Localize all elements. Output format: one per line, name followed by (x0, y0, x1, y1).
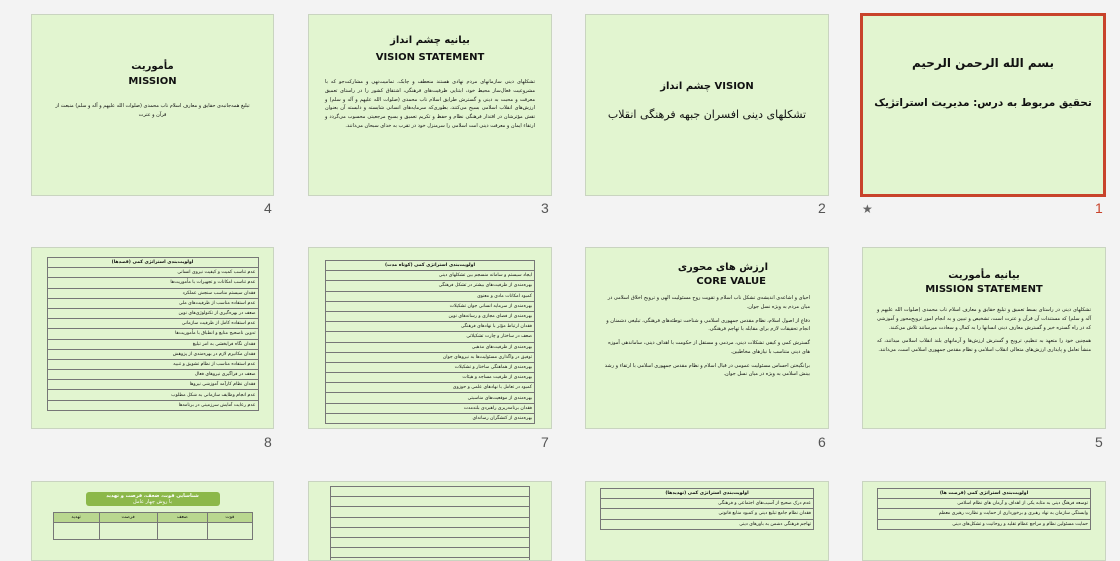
swot-table (53, 512, 253, 540)
table-row (326, 281, 535, 291)
table-cell: بهره‌مندی از فضای مجازی و رسانه‌های نوین (326, 311, 535, 321)
slide-title-banner (86, 492, 220, 506)
table-cell: کمبود در تعامل با نهادهای علمی و حوزوی (326, 383, 535, 393)
table-row (331, 497, 530, 507)
table-cell: عدم تناسب کمیت و کیفیت نیروی انسانی (47, 268, 258, 278)
table-cell: ضعف در فراگیری نیروهای فعال (47, 370, 258, 380)
table-row (47, 298, 258, 308)
table-row (326, 362, 535, 372)
slide-title-en: MISSION (128, 75, 177, 87)
table-row (331, 517, 530, 527)
table-cell: فقدان برنامه‌ریزی راهبردی بلندمدت (326, 403, 535, 413)
table-row (47, 319, 258, 329)
table-title: اولویت‌بندی استراتژی کمی (قصدها) (47, 258, 258, 268)
slide-title: بیانیه مأموریت (948, 270, 1020, 281)
slide-thumbnail-1[interactable] (860, 13, 1106, 197)
table-row (331, 527, 530, 537)
slide-title-en: CORE VALUE (696, 275, 766, 287)
table-cell: فقدان سیستم مناسب سنجش عملکرد (47, 288, 258, 298)
table-row (878, 509, 1091, 519)
slide-body (604, 294, 810, 379)
slide-body: تشکلهای دینی سازمانهای مردم نهادی هستند منعطف و چابک، تمامیت‌نهی و مشارکت‌جو که با مشروعیت فعال‌ساز محیط خود، ابتنایی ظرفیت‌های فرهنگی، اشتقاق کشور را در راستای تعمیق معرفت و محبت به دینی و گسترش طرایق اسلام ناب محمدی (صلوات الله علیهم و آله و سلم) و ارزش‌های انقلاب اسلامی بسیج می‌کنند، بطوری‌که سرمایه‌های انسانی شایسته و دلبسته آن بعنوان تقش مؤثرشان در اقتدار فرهنگی نظام و حفظ و تکریم تعمیق و بسیج مرجعیتی محسوب می‌گردد و ارتقاء ایمان و معرفت دینی امت اسلامی را سرمنزل خود در تقرب به خدای سبحان می‌دانند. (325, 79, 535, 129)
table-cell: بهره‌مندی از سرمایه انسانی جوان تشکیلات (326, 301, 535, 311)
table-cell: عدم رعایت آمایش سرزمینی در برنامه‌ها (47, 400, 258, 410)
table-cell: بهره‌مندی از ظرفیت‌های مذهبی (326, 342, 535, 352)
slide-thumbnail-5[interactable] (862, 247, 1106, 429)
table-cell: ضعف در بهره‌گیری از تکنولوژی‌های نوین (47, 308, 258, 318)
slide-title: ارزش های محوری (677, 262, 768, 273)
table-title: اولویت‌بندی استراتژی کمی (فرصت ها) (878, 489, 1091, 499)
table-row (326, 271, 535, 281)
table-row (326, 301, 535, 311)
table-row (47, 268, 258, 278)
table-row (47, 288, 258, 298)
table-cell (331, 537, 530, 547)
table-row (326, 332, 535, 342)
slide-thumbnail-10[interactable] (585, 481, 829, 561)
slide-number: 1 (1095, 200, 1103, 216)
table-row (47, 329, 258, 339)
table-cell: بهره‌مندی از ظرفیت‌های بیشتر در تشکل فرهنگی (326, 281, 535, 291)
table-row (326, 352, 535, 362)
slide-body: تشکلهای دینی افسران جبهه فرهنگی انقلاب (607, 107, 807, 121)
table-header-cell: قوت (208, 513, 252, 523)
table-row (326, 413, 535, 423)
table-row (601, 519, 814, 529)
table-row (47, 308, 258, 318)
table-cell: فقدان نظام کارآمد آموزشی نیروها (47, 380, 258, 390)
slide-thumbnail-3[interactable] (308, 14, 552, 196)
table-title: اولویت‌بندی استراتژی کمی (تهدیدها) (601, 489, 814, 499)
slide-title-en: VISION STATEMENT (375, 51, 485, 63)
table-cell (331, 497, 530, 507)
table-row (47, 349, 258, 359)
slide-number: 8 (264, 434, 272, 450)
slide-thumbnail-8[interactable] (31, 247, 274, 429)
table-row (601, 509, 814, 519)
table-row (326, 342, 535, 352)
table-cell: تهاجم فرهنگی دشمن به باورهای دینی (601, 519, 814, 529)
slide-title: بسم الله الرحمن الرحیم (911, 56, 1055, 70)
table-cell: عدم استفاده کامل از ظرفیت سازمانی (47, 319, 258, 329)
slide-thumbnail-9[interactable] (862, 481, 1106, 561)
table-row (47, 400, 258, 410)
table-cell: فقدان ارتباط مؤثر با نهادهای فرهنگی (326, 322, 535, 332)
table-cell: تدوین ناصحیح منابع و انطباق با مأموریت‌ها (47, 329, 258, 339)
slide-title: شناسایی قوت، ضعف، فرصت و تهدید (106, 493, 199, 499)
table-cell: حمایت مسئولین نظام و مراجع عظام تقلید و روحانیت و تشکل‌های دینی (878, 519, 1091, 529)
table-row (47, 278, 258, 288)
table-row (326, 403, 535, 413)
table-cell: ضعف در ساختار و چارت تشکیلاتی (326, 332, 535, 342)
table-row (331, 537, 530, 547)
body-paragraph: همچنین خود را متعهد به تنظیم، ترویج و گسترش ارزش‌ها و آرمانهای بلند انقلاب اسلامی میدانند، که منشأ تعامل و پایداری ارزش‌های متعالی انقلاب اسلامی و نظام مقدس جمهوری اسلامی است، می‌دانند. (877, 338, 1091, 353)
slide-body: تبلیغ همه‌جانبه‌ی حقایق و معارف اسلام ناب محمدی (صلوات الله علیهم و آله و سلم) منبعث از قرآن و عترت (55, 103, 250, 118)
table-row (326, 291, 535, 301)
table-header-cell: ضعف (157, 513, 208, 523)
body-paragraph: احیای و اشاعه‌ی اندیشه‌ی تشکل ناب اسلام و تقویت روح مسئولیت الهی و ترویج اخلاق اسلامی در میان مردم به ویژه نسل جوان. (607, 295, 810, 310)
slide-subtitle: با روش چهار عامل (133, 499, 172, 505)
slide-thumbnail-11[interactable] (308, 481, 552, 561)
table-cell: ایجاد سیستم و سامانه منسجم بین تشکلهای دینی (326, 271, 535, 281)
slide-subtitle: تحقیق مربوط به درس: مدیریت استراتژیک (874, 97, 1092, 109)
table-row (601, 499, 814, 509)
table-cell: وابستگی سازمان به نهاد رهبری و برخورداری از حمایت و نظارت رهبری معظم (878, 509, 1091, 519)
table-row (47, 359, 258, 369)
table-cell: بهره‌مندی از کنشگران رسانه‌ای (326, 413, 535, 423)
slide-title: مأموریت (131, 61, 174, 72)
table-row (326, 393, 535, 403)
table-row (326, 311, 535, 321)
table-cell: فقدان مکانیزم لازم در بهره‌مندی از پژوهش (47, 349, 258, 359)
table-cell (331, 548, 530, 558)
slide-title: چشم انداز VISION (660, 81, 754, 92)
slide-title: بیانیه چشم انداز (390, 35, 470, 46)
table-cell (331, 527, 530, 537)
table-header-cell: فرصت (99, 513, 157, 523)
table-cell: بهره‌مندی از هماهنگی ساختار و تشکیلات (326, 362, 535, 372)
slide-thumbnail-2[interactable] (585, 14, 829, 196)
slide-number: 3 (541, 200, 549, 216)
body-paragraph: دفاع از اصول اسلام، نظام مقدس جمهوری اسلامی و شناخت توطئه‌های فرهنگی، تبلیغی دشمنان و انجام تحقیقات لازم برای مقابله با تهاجم فرهنگی. (606, 317, 810, 333)
table-row (331, 507, 530, 517)
slide-number: 4 (264, 200, 272, 216)
slide-title-en: MISSION STATEMENT (925, 283, 1043, 295)
table-row (878, 499, 1091, 509)
table-cell: بهره‌مندی از ظرفیت مساجد و هیئات (326, 373, 535, 383)
table-cell: کمبود امکانات مادی و معنوی (326, 291, 535, 301)
table-cell: بهره‌مندی از موقعیت‌های مناسبتی (326, 393, 535, 403)
table-cell: عدم درک صحیح از آسیب‌های اجتماعی و فرهنگی (601, 499, 814, 509)
slide-thumbnail-12[interactable] (31, 481, 274, 561)
table-cell: عدم استفاده مناسب از ظرفیت‌های ملی (47, 298, 258, 308)
table-row (47, 380, 258, 390)
slide-number: 7 (541, 434, 549, 450)
slide-number: 6 (818, 434, 826, 450)
slide-body (877, 306, 1091, 355)
table-row (326, 383, 535, 393)
table-cell (331, 517, 530, 527)
table-row (47, 339, 258, 349)
table-cell: توسعه فرهنگ دینی به مثابه یکی از اهداف و آرمان های نظام اسلامی (878, 499, 1091, 509)
body-paragraph: گسترش کمی و کیفی تشکلات دینی، مردمی و مستقل از حکومت با اهداف دینی، ساماندهی آموزه های دینی متناسب با نیازهای مخاطبین. (608, 340, 810, 355)
body-paragraph: تشکلهای دینی در راستای بسط تعمیق و تبلیغ حقایق و معارف اسلام ناب محمدی (صلوات الله علیهم و آله و سلم) که مستندات آن قرآن و عترت است، تشخیص و تبیین و به انجام امور ترویج‌محور و آموزشی که در راه گستره خیر و گسترش معارف دینی انسانها را به کمال و سعادت میرسانند تلاش می‌کنند. (877, 307, 1091, 331)
table-cell: عدم استفاده مناسب از نظام تشویق و تنبیه (47, 359, 258, 369)
slide-thumbnail-4[interactable] (31, 14, 274, 196)
table-row (878, 519, 1091, 529)
slide-number: 5 (1095, 434, 1103, 450)
table-row (47, 390, 258, 400)
table-cell: فقدان نظام جامع تبلیغ دینی و کمبود منابع قانونی (601, 509, 814, 519)
table-cell: توفیق در واگذاری مسئولیت‌ها به نیروهای جوان (326, 352, 535, 362)
table-title: اولویت‌بندی استراتژی کمی (کوتاه مدت) (326, 261, 535, 271)
table-row (331, 487, 530, 497)
table-cell (331, 507, 530, 517)
table-row (47, 370, 258, 380)
table-cell: عدم انجام وظایف سازمانی به شکل مطلوب (47, 390, 258, 400)
table-cell: فقدان نگاه فرابخشی به امر تبلیغ (47, 339, 258, 349)
body-paragraph: برانگیختن احساس مسئولیت عمومی در قبال اسلام و نظام مقدس جمهوری اسلامی با ارتقاء و رشد بینش اسلامی به ویژه در میان نسل جوان. (604, 362, 810, 378)
table-header-cell: تهدید (53, 513, 99, 523)
table-row (326, 373, 535, 383)
slide-thumbnail-6[interactable] (585, 247, 829, 429)
table-cell: عدم تناسب امکانات و تجهیزات با مأموریت‌ها (47, 278, 258, 288)
table-cell (331, 487, 530, 497)
slide-thumbnail-7[interactable] (308, 247, 552, 429)
slide-number: 2 (818, 200, 826, 216)
table-row (326, 322, 535, 332)
star-icon: ★ (862, 202, 873, 216)
table-row (331, 548, 530, 558)
